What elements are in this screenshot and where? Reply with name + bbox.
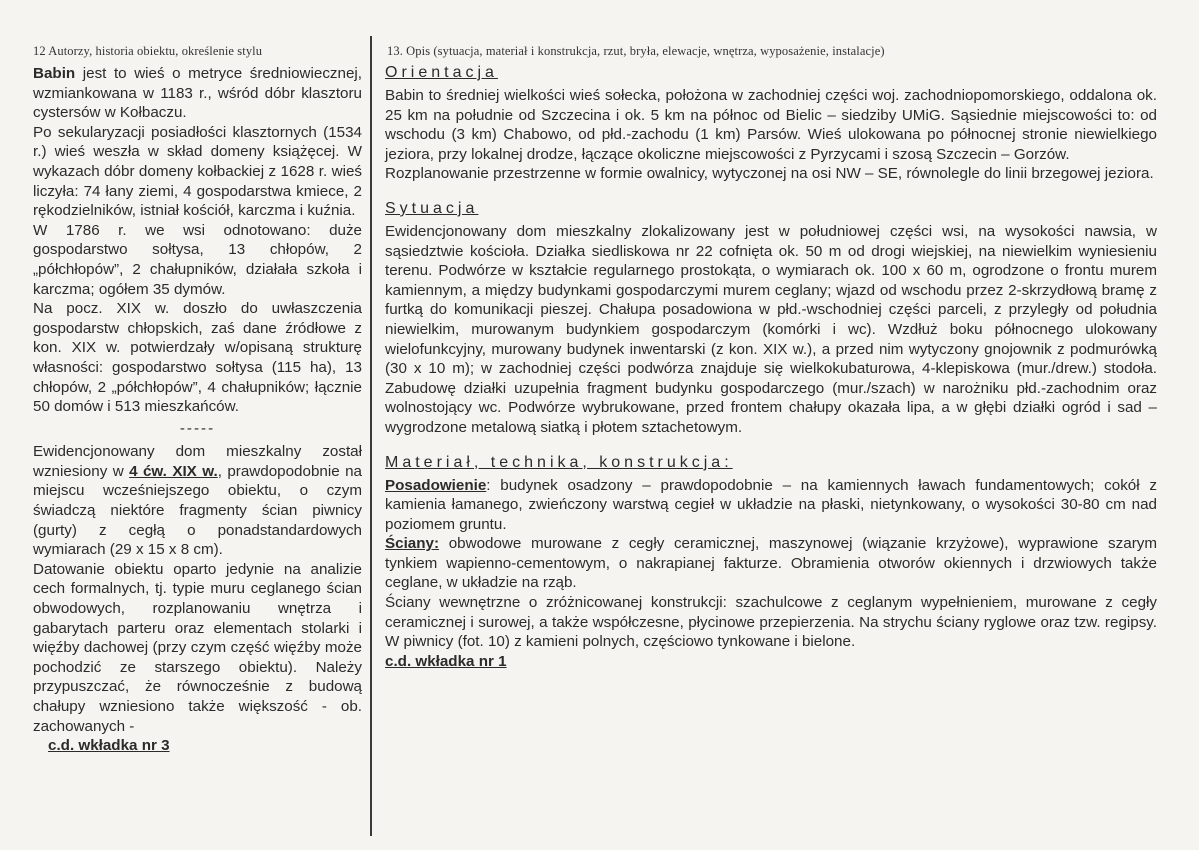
- left-column-header: 12 Autorzy, historia obiektu, określenie stylu: [33, 44, 263, 58]
- orientacja-text: [375, 86, 1187, 184]
- history-paragraph-2: Po sekularyzacji posiadłości klasztornych (1534 r.) wieś weszła w skład domeny książęcej. W wykazach dóbr domeny kołbackiej z 1628 r. wieś liczyła: 74 łany ziemi, 4 gospodarstwa kmiece, 2 rękodzielników, istniał kościół, karczma i kuźnia.: [33, 123, 362, 220]
- sciany-wewnetrzne-paragraph: Ściany wewnętrzne o zróżnicowanej konstrukcji: szachulcowe z ceglanym wypełnieniem, murowane z cegły ceramicznej i surowej, a także współczesne, płycinowe przepierzenia. Na strychu ściany ryglowe oraz tzw. regipsy. W piwnicy (fot. 10) z kamieni polnych, częściowo tynkowane i bielone.: [385, 594, 1157, 651]
- continuation-note-left: c.d. wkładka nr 3: [48, 737, 170, 755]
- section-title-sytuacja: Sytuacja: [385, 199, 479, 217]
- sciany-paragraph: [385, 534, 1157, 593]
- sytuacja-paragraph: Ewidencjonowany dom mieszkalny zlokalizowany jest w południowej części wsi, na wysokości nawsia, w sąsiedztwie kościoła. Działka siedliskowa nr 22 cofnięta ok. 50 m od drogi wiejskiej, na niewielkim wyniesieniu terenu. Podwórze w kształcie regularnego prostokąta, o wymiarach ok. 100 x 60 m, ogrodzone o frontu murem kamiennym, a między budynkami gospodarczymi murem ceglany; wjazd od wschodu przez 2-skrzydłową bramę z furtką do komunikacji pieszej. Chałupa posadowiona w płd.-wschodniej części parceli, z przyległy od południa niewielkim, murowanym budynkiem gospodarczym (komórki i wc). Wzdłuż boku północnego ulokowany wielofunkcyjny, murowany budynek inwentarski (z kon. XIX w.), a przed nim wytyczony gnojownik z podmurówką (30 x 10 m); w zachodniej części podwórza znajduje się wielkokubaturowa, 4-klepiskowa (mur./drew.) stodoła. Zabudowę działki uzupełnia fragment budynku gospodarczego (mur./szach) w narożniku płd.-zachodnim oraz wolnostojący wc. Podwórze wybrukowane, przed frontem chałupy okazała lipa, a w głębi działki ogród i sad – wygrodzone metalową siatką i płotem sztachetowym.: [385, 222, 1157, 436]
- history-intro-text: jest to wieś o metryce średniowiecznej, wzmiankowana w 1183 r., wśród dóbr klasztoru cystersów w Kołbaczu.: [33, 65, 362, 122]
- orientacja-paragraph-1: Babin to średniej wielkości wieś sołecka, położona w zachodniej części woj. zachodniopomorskiego, oddalona ok. 25 km na południe od Szczecina i ok. 5 km na północ od Bielic – siedziby UMiG. Sąsiednie miejscowości to: od wschodu (3 km) Chabowo, od płd.-zachodu (1 km) Parsów. Wieś ulokowana po północnej stronie niewielkiego jeziora, przy lokalnej drodze, łączące okoliczne miejscowości z Pyrzycami i szosą Szczecin – Gorzów.: [385, 87, 1157, 163]
- left-column: [20, 36, 372, 836]
- sciany-label: Ściany:: [385, 535, 440, 553]
- posadowienie-label: Posadowienie: [385, 476, 487, 494]
- right-column: [375, 36, 1187, 836]
- section-title-orientacja: Orientacja: [385, 64, 498, 81]
- dating-date: 4 ćw. XIX w.: [129, 462, 218, 480]
- village-name: Babin: [33, 65, 76, 82]
- right-column-header: 13. Opis (sytuacja, materiał i konstrukcja, rzut, bryła, elewacje, wnętrza, wyposażenie, instalacje): [387, 44, 885, 58]
- dating-text-b: , prawdopodobnie na miejscu wcześniejszego obiektu, o czym świadczą niektóre fragmenty ścian piwnicy (gurty) z cegłą o ponadstandardowych wymiarach (29 x 15 x 8 cm).: [33, 462, 362, 559]
- orientacja-paragraph-2: Rozplanowanie przestrzenne w formie owalnicy, wytyczonej na osi NW – SE, równolegle do linii brzegowej jeziora.: [385, 165, 1154, 183]
- left-column-text: [20, 64, 370, 756]
- dating-basis-paragraph: Datowanie obiektu oparto jedynie na analizie cech formalnych, tj. typie muru ceglanego ścian obwodowych, rozplanowaniu wnętrza i gabarytach parteru oraz elementach stolarki i więźby dachowej (przy czym część więźby może pochodzić ze starszego obiektu). Należy przypuszczać, że równocześnie z budową chałupy wzniesiono także większość - ob. zachowanych -: [33, 560, 362, 735]
- continuation-note-right: c.d. wkładka nr 1: [385, 652, 507, 670]
- sytuacja-text: [375, 222, 1187, 438]
- dating-paragraph: [33, 442, 362, 560]
- separator: -----: [179, 419, 216, 437]
- dating-text-a: Ewidencjonowany dom mieszkalny został wzniesiony w: [33, 443, 362, 480]
- posadowienie-paragraph: [385, 476, 1157, 535]
- sciany-text: obwodowe murowane z cegły ceramicznej, maszynowej (wiązanie krzyżowe), wyprawione szarym tynkiem wapienno-cementowym, o nakrapianej fakturze. Obramienia otworów okiennych i drzwiowych także ceglane, w układzie na rząb.: [385, 535, 1157, 592]
- section-title-material: Materiał, technika, konstrukcja:: [385, 453, 733, 471]
- posadowienie-text: : budynek osadzony – prawdopodobnie – na kamiennych ławach fundamentowych; cokół z kamienia łamanego, zwieńczony warstwą cegieł w układzie na płaski, nietynkowany, o wysokości 30-80 cm nad poziomem gruntu.: [385, 476, 1157, 533]
- history-paragraph-3: W 1786 r. we wsi odnotowano: duże gospodarstwo sołtysa, 13 chłopów, 2 „półchłopów”, 2 chałupników, działała szkoła i karczma; ogółem 35 dymów.: [33, 221, 362, 298]
- material-text: [375, 476, 1187, 672]
- history-paragraph-1: [33, 64, 362, 123]
- history-paragraph-4: Na pocz. XIX w. doszło do uwłaszczenia gospodarstw chłopskich, zaś dane źródłowe z kon. XIX w. potwierdzały w/opisaną strukturę własności: gospodarstwo sołtysa (115 ha), 13 chłopów, 2 „półchłopów”, 4 chałupników; łącznie 50 domów i 513 mieszkańców.: [33, 300, 362, 416]
